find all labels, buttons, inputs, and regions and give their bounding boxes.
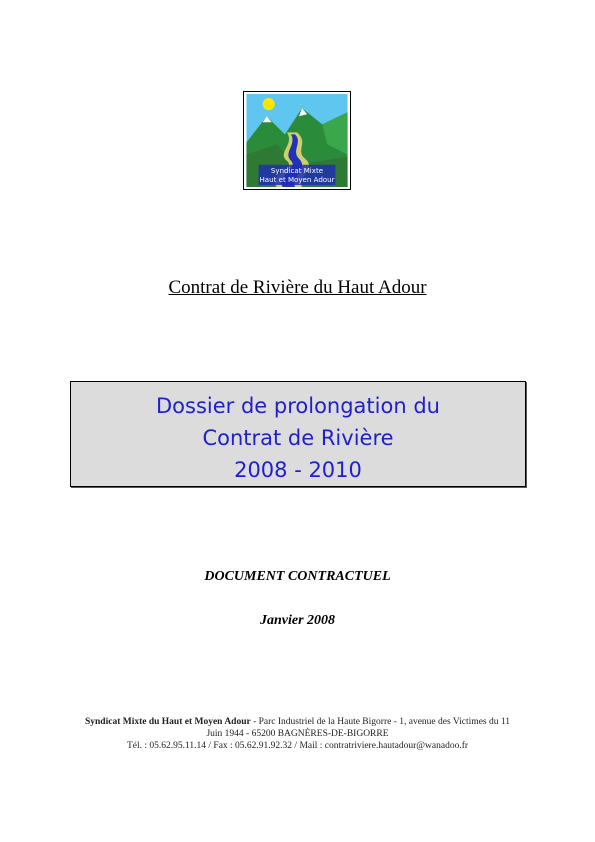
logo-line-1: Syndicat Mixte [270,165,324,175]
footer-contact: Tél. : 05.62.95.11.14 / Fax : 05.62.91.92.32 / Mail : contratriviere.hautadour@wanadoo.fr [126,741,469,751]
document-date: Janvier 2008 [259,613,336,628]
page-title: Contrat de Rivière du Haut Adour [168,277,427,298]
highlight-box [70,381,526,487]
footer-address: - Parc Industriel de la Haute Bigorre - 1, avenue des Victimes du 11 Juin 1944 - 65200 BAGNÈRES-DE-BIGORRE [206,717,511,739]
footer-org: Syndicat Mixte du Haut et Moyen Adour [84,717,251,727]
logo-line-2: Haut et Moyen Adour [259,174,335,184]
logo-mountain-river-icon [246,94,348,187]
document-type: DOCUMENT CONTRACTUEL [204,569,391,584]
box-line-3: 2008 - 2010 [234,458,362,482]
box-line-1: Dossier de prolongation du [156,394,440,418]
footer [80,716,515,752]
logo [243,91,351,190]
box-line-2: Contrat de Rivière [202,426,394,450]
